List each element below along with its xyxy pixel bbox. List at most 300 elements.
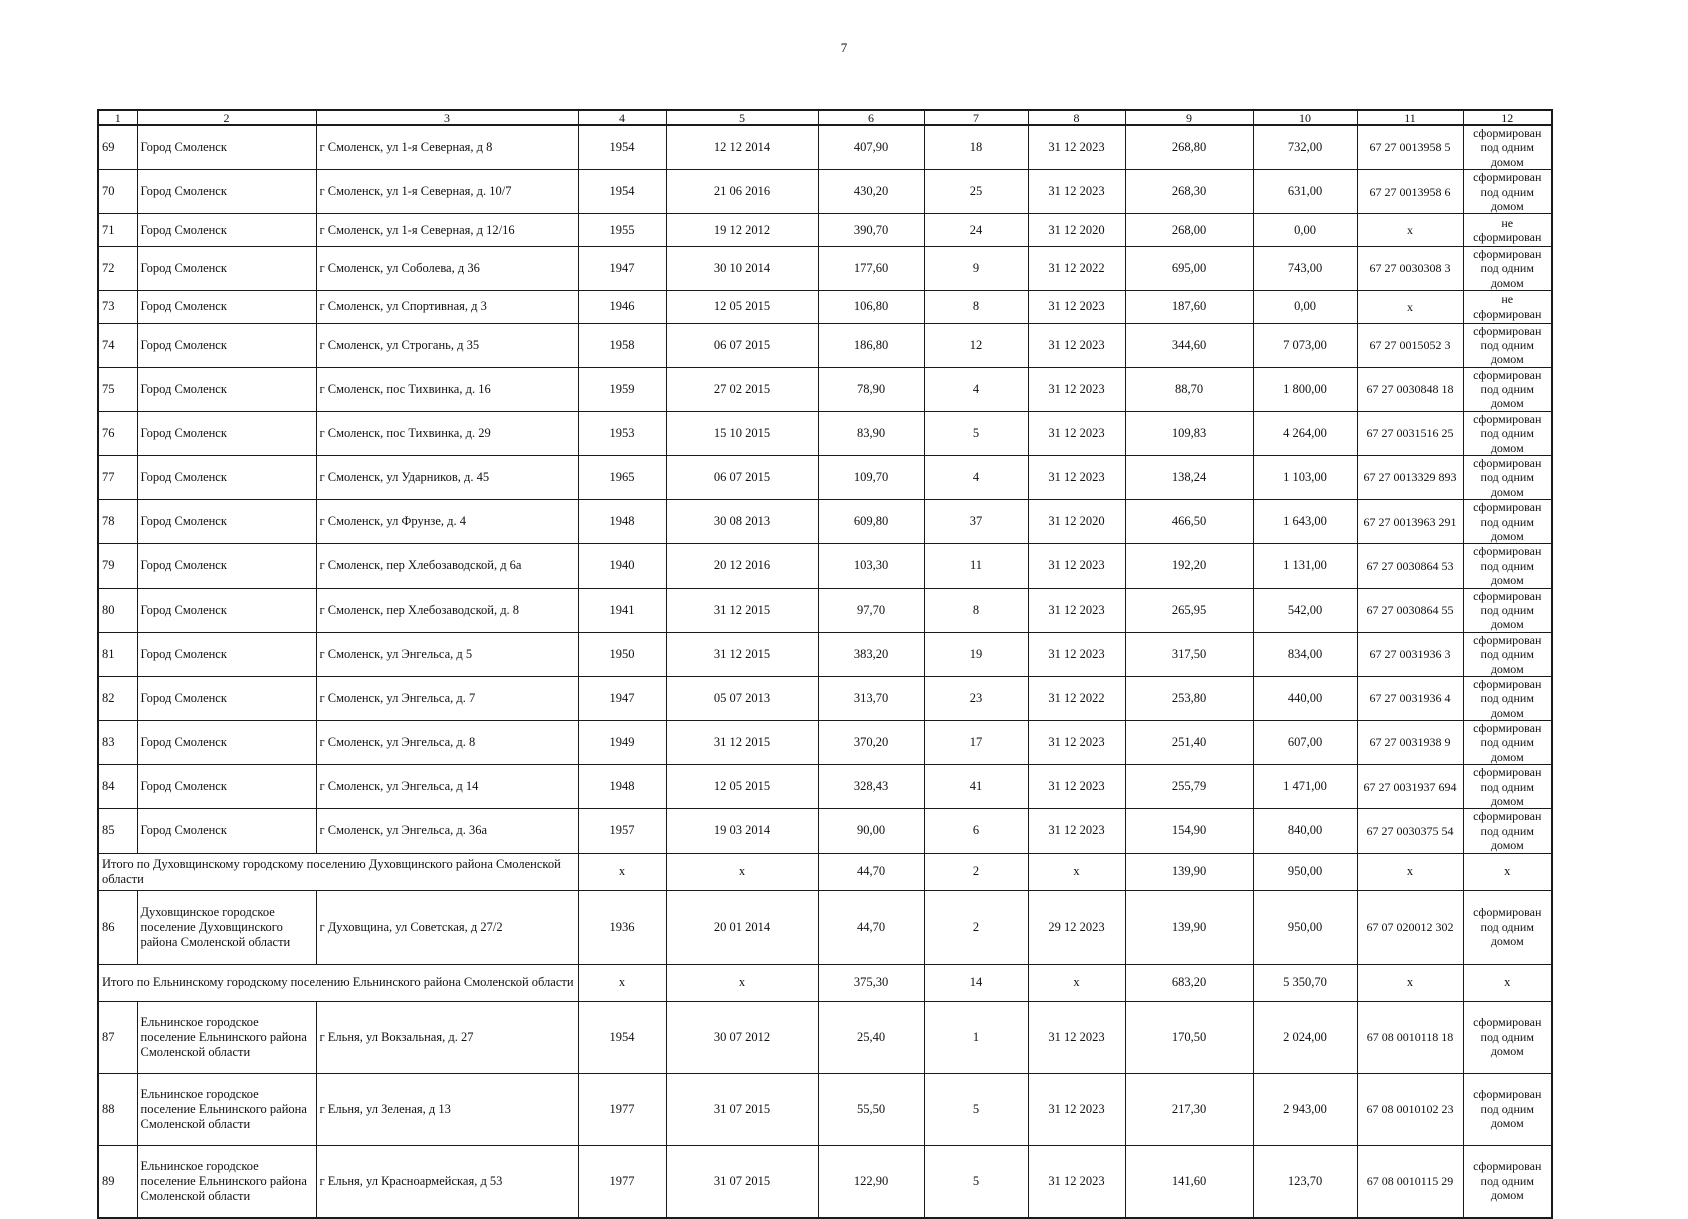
municipality-cell: Ельнинское городское поселение Ельнинского района Смоленской области (137, 1145, 316, 1218)
address-cell: г Смоленск, пер Хлебозаводской, д 6а (316, 544, 578, 588)
residents-cell: 18 (924, 125, 1028, 170)
address-cell: г Смоленск, ул Энгельса, д 14 (316, 765, 578, 809)
summary-v9-cell: 683,20 (1125, 964, 1253, 1001)
value9-cell: 109,83 (1125, 411, 1253, 455)
table-row (98, 632, 1552, 676)
table-row (98, 456, 1552, 500)
summary-row (98, 853, 1552, 890)
value10-cell: 7 073,00 (1253, 323, 1357, 367)
row-number: 85 (98, 809, 137, 853)
value9-cell: 265,95 (1125, 588, 1253, 632)
area-cell: 97,70 (818, 588, 924, 632)
row-number: 87 (98, 1001, 137, 1073)
municipality-cell: Город Смоленск (137, 721, 316, 765)
table-row (98, 809, 1552, 853)
plan-date-cell: 31 12 2023 (1028, 1001, 1125, 1073)
municipality-cell: Город Смоленск (137, 125, 316, 170)
year-cell: 1941 (578, 588, 666, 632)
cadastral-cell: 67 27 0031937 694 (1357, 765, 1463, 809)
municipality-cell: Ельнинское городское поселение Ельнинского района Смоленской области (137, 1001, 316, 1073)
table-row (98, 367, 1552, 411)
residents-cell: 8 (924, 291, 1028, 324)
value10-cell: 1 800,00 (1253, 367, 1357, 411)
cadastral-cell: 67 07 020012 302 (1357, 890, 1463, 964)
residents-cell: 2 (924, 890, 1028, 964)
value10-cell: 2 024,00 (1253, 1001, 1357, 1073)
residents-cell: 5 (924, 1145, 1028, 1218)
header-cell: 7 (924, 110, 1028, 125)
value10-cell: 950,00 (1253, 890, 1357, 964)
header-cell: 2 (137, 110, 316, 125)
status-cell: сформирован под одним домом (1463, 721, 1552, 765)
value10-cell: 1 131,00 (1253, 544, 1357, 588)
table-row (98, 588, 1552, 632)
status-cell: сформирован под одним домом (1463, 500, 1552, 544)
municipality-cell: Город Смоленск (137, 500, 316, 544)
status-cell: сформирован под одним домом (1463, 125, 1552, 170)
residents-cell: 4 (924, 456, 1028, 500)
value9-cell: 466,50 (1125, 500, 1253, 544)
date-cell: 31 12 2015 (666, 632, 818, 676)
row-number: 79 (98, 544, 137, 588)
status-cell: сформирован под одним домом (1463, 411, 1552, 455)
plan-date-cell: 31 12 2022 (1028, 676, 1125, 720)
date-cell: 31 12 2015 (666, 721, 818, 765)
value9-cell: 88,70 (1125, 367, 1253, 411)
value10-cell: 732,00 (1253, 125, 1357, 170)
table-row (98, 170, 1552, 214)
table-row (98, 246, 1552, 290)
address-cell: г Смоленск, ул Соболева, д 36 (316, 246, 578, 290)
plan-date-cell: 29 12 2023 (1028, 890, 1125, 964)
status-cell: сформирован под одним домом (1463, 588, 1552, 632)
summary-plan-cell: х (1028, 964, 1125, 1001)
plan-date-cell: 31 12 2023 (1028, 588, 1125, 632)
residents-cell: 11 (924, 544, 1028, 588)
table-row (98, 890, 1552, 964)
row-number: 77 (98, 456, 137, 500)
status-cell: сформирован под одним домом (1463, 765, 1552, 809)
table-row (98, 214, 1552, 247)
year-cell: 1954 (578, 125, 666, 170)
municipality-cell: Город Смоленск (137, 411, 316, 455)
header-cell: 12 (1463, 110, 1552, 125)
date-cell: 19 03 2014 (666, 809, 818, 853)
value9-cell: 251,40 (1125, 721, 1253, 765)
header-cell: 3 (316, 110, 578, 125)
address-cell: г Смоленск, ул Энгельса, д. 36а (316, 809, 578, 853)
status-cell: сформирован под одним домом (1463, 676, 1552, 720)
date-cell: 06 07 2015 (666, 323, 818, 367)
year-cell: 1950 (578, 632, 666, 676)
header-cell: 11 (1357, 110, 1463, 125)
summary-people-cell: 14 (924, 964, 1028, 1001)
area-cell: 407,90 (818, 125, 924, 170)
date-cell: 30 07 2012 (666, 1001, 818, 1073)
year-cell: 1977 (578, 1073, 666, 1145)
residents-cell: 6 (924, 809, 1028, 853)
residents-cell: 25 (924, 170, 1028, 214)
value10-cell: 0,00 (1253, 291, 1357, 324)
municipality-cell: Город Смоленск (137, 170, 316, 214)
year-cell: 1958 (578, 323, 666, 367)
summary-people-cell: 2 (924, 853, 1028, 890)
value10-cell: 1 643,00 (1253, 500, 1357, 544)
value10-cell: 4 264,00 (1253, 411, 1357, 455)
plan-date-cell: 31 12 2023 (1028, 291, 1125, 324)
residents-cell: 1 (924, 1001, 1028, 1073)
plan-date-cell: 31 12 2023 (1028, 632, 1125, 676)
summary-cad-cell: х (1357, 853, 1463, 890)
table-row (98, 676, 1552, 720)
table-row (98, 323, 1552, 367)
year-cell: 1948 (578, 500, 666, 544)
address-cell: г Смоленск, ул Фрунзе, д. 4 (316, 500, 578, 544)
table-row (98, 500, 1552, 544)
header-cell: 1 (98, 110, 137, 125)
municipality-cell: Город Смоленск (137, 291, 316, 324)
residents-cell: 5 (924, 411, 1028, 455)
area-cell: 83,90 (818, 411, 924, 455)
summary-year-cell: х (578, 964, 666, 1001)
year-cell: 1955 (578, 214, 666, 247)
summary-label: Итого по Духовщинскому городскому поселению Духовщинского района Смоленской области (98, 853, 578, 890)
year-cell: 1949 (578, 721, 666, 765)
value10-cell: 834,00 (1253, 632, 1357, 676)
row-number: 74 (98, 323, 137, 367)
residents-cell: 17 (924, 721, 1028, 765)
year-cell: 1953 (578, 411, 666, 455)
summary-area-cell: 44,70 (818, 853, 924, 890)
cadastral-cell: 67 27 0031516 25 (1357, 411, 1463, 455)
status-cell: сформирован под одним домом (1463, 890, 1552, 964)
address-cell: г Смоленск, ул 1-я Северная, д 12/16 (316, 214, 578, 247)
cadastral-cell: 67 27 0013963 291 (1357, 500, 1463, 544)
area-cell: 328,43 (818, 765, 924, 809)
value9-cell: 139,90 (1125, 890, 1253, 964)
area-cell: 313,70 (818, 676, 924, 720)
cadastral-cell: 67 27 0013958 5 (1357, 125, 1463, 170)
cadastral-cell: 67 08 0010115 29 (1357, 1145, 1463, 1218)
summary-row (98, 964, 1552, 1001)
cadastral-cell: 67 27 0030864 53 (1357, 544, 1463, 588)
year-cell: 1954 (578, 170, 666, 214)
municipality-cell: Город Смоленск (137, 765, 316, 809)
year-cell: 1947 (578, 676, 666, 720)
status-cell: сформирован под одним домом (1463, 246, 1552, 290)
status-cell: сформирован под одним домом (1463, 544, 1552, 588)
plan-date-cell: 31 12 2023 (1028, 765, 1125, 809)
status-cell: сформирован под одним домом (1463, 323, 1552, 367)
municipality-cell: Город Смоленск (137, 214, 316, 247)
date-cell: 19 12 2012 (666, 214, 818, 247)
row-number: 84 (98, 765, 137, 809)
year-cell: 1959 (578, 367, 666, 411)
header-cell: 4 (578, 110, 666, 125)
date-cell: 20 01 2014 (666, 890, 818, 964)
value9-cell: 217,30 (1125, 1073, 1253, 1145)
value9-cell: 317,50 (1125, 632, 1253, 676)
value9-cell: 154,90 (1125, 809, 1253, 853)
table-row (98, 125, 1552, 170)
address-cell: г Смоленск, ул Энгельса, д. 8 (316, 721, 578, 765)
address-cell: г Смоленск, ул Строгань, д 35 (316, 323, 578, 367)
cadastral-cell: 67 08 0010102 23 (1357, 1073, 1463, 1145)
date-cell: 20 12 2016 (666, 544, 818, 588)
residents-cell: 8 (924, 588, 1028, 632)
address-cell: г Смоленск, пер Хлебозаводской, д. 8 (316, 588, 578, 632)
year-cell: 1936 (578, 890, 666, 964)
header-cell: 6 (818, 110, 924, 125)
area-cell: 186,80 (818, 323, 924, 367)
table-row (98, 721, 1552, 765)
value9-cell: 170,50 (1125, 1001, 1253, 1073)
row-number: 76 (98, 411, 137, 455)
cadastral-cell: 67 27 0031938 9 (1357, 721, 1463, 765)
plan-date-cell: 31 12 2020 (1028, 214, 1125, 247)
address-cell: г Духовщина, ул Советская, д 27/2 (316, 890, 578, 964)
plan-date-cell: 31 12 2023 (1028, 721, 1125, 765)
cadastral-cell: 67 27 0030848 18 (1357, 367, 1463, 411)
value10-cell: 1 103,00 (1253, 456, 1357, 500)
date-cell: 12 12 2014 (666, 125, 818, 170)
date-cell: 05 07 2013 (666, 676, 818, 720)
address-cell: г Смоленск, ул Спортивная, д 3 (316, 291, 578, 324)
residents-cell: 19 (924, 632, 1028, 676)
residents-cell: 24 (924, 214, 1028, 247)
area-cell: 25,40 (818, 1001, 924, 1073)
cadastral-cell: 67 27 0031936 3 (1357, 632, 1463, 676)
cadastral-cell: 67 27 0031936 4 (1357, 676, 1463, 720)
summary-v9-cell: 139,90 (1125, 853, 1253, 890)
municipality-cell: Город Смоленск (137, 456, 316, 500)
header-cell: 9 (1125, 110, 1253, 125)
residents-cell: 41 (924, 765, 1028, 809)
cadastral-cell: 67 27 0015052 3 (1357, 323, 1463, 367)
value9-cell: 695,00 (1125, 246, 1253, 290)
status-cell: не сформирован (1463, 214, 1552, 247)
residents-cell: 9 (924, 246, 1028, 290)
area-cell: 55,50 (818, 1073, 924, 1145)
row-number: 82 (98, 676, 137, 720)
plan-date-cell: 31 12 2023 (1028, 544, 1125, 588)
status-cell: сформирован под одним домом (1463, 1073, 1552, 1145)
plan-date-cell: 31 12 2023 (1028, 1073, 1125, 1145)
date-cell: 31 07 2015 (666, 1073, 818, 1145)
table-row (98, 1001, 1552, 1073)
cadastral-cell: 67 27 0030308 3 (1357, 246, 1463, 290)
value10-cell: 607,00 (1253, 721, 1357, 765)
residents-cell: 37 (924, 500, 1028, 544)
year-cell: 1965 (578, 456, 666, 500)
plan-date-cell: 31 12 2022 (1028, 246, 1125, 290)
row-number: 88 (98, 1073, 137, 1145)
value9-cell: 192,20 (1125, 544, 1253, 588)
value9-cell: 344,60 (1125, 323, 1253, 367)
municipality-cell: Город Смоленск (137, 246, 316, 290)
address-cell: г Смоленск, пос Тихвинка, д. 16 (316, 367, 578, 411)
area-cell: 370,20 (818, 721, 924, 765)
row-number: 72 (98, 246, 137, 290)
address-cell: г Смоленск, ул 1-я Северная, д 8 (316, 125, 578, 170)
residents-cell: 4 (924, 367, 1028, 411)
plan-date-cell: 31 12 2023 (1028, 125, 1125, 170)
row-number: 86 (98, 890, 137, 964)
address-cell: г Ельня, ул Зеленая, д 13 (316, 1073, 578, 1145)
plan-date-cell: 31 12 2023 (1028, 809, 1125, 853)
residents-cell: 12 (924, 323, 1028, 367)
plan-date-cell: 31 12 2023 (1028, 323, 1125, 367)
year-cell: 1946 (578, 291, 666, 324)
summary-status-cell: х (1463, 853, 1552, 890)
summary-date-cell: х (666, 853, 818, 890)
date-cell: 30 08 2013 (666, 500, 818, 544)
area-cell: 90,00 (818, 809, 924, 853)
date-cell: 12 05 2015 (666, 765, 818, 809)
header-cell: 5 (666, 110, 818, 125)
header-row (98, 110, 1552, 125)
value10-cell: 0,00 (1253, 214, 1357, 247)
summary-date-cell: х (666, 964, 818, 1001)
value10-cell: 2 943,00 (1253, 1073, 1357, 1145)
area-cell: 390,70 (818, 214, 924, 247)
date-cell: 27 02 2015 (666, 367, 818, 411)
cadastral-cell: 67 27 0013329 893 (1357, 456, 1463, 500)
area-cell: 609,80 (818, 500, 924, 544)
date-cell: 06 07 2015 (666, 456, 818, 500)
table-row (98, 544, 1552, 588)
date-cell: 31 12 2015 (666, 588, 818, 632)
value9-cell: 141,60 (1125, 1145, 1253, 1218)
row-number: 70 (98, 170, 137, 214)
header-cell: 10 (1253, 110, 1357, 125)
address-cell: г Смоленск, пос Тихвинка, д. 29 (316, 411, 578, 455)
value9-cell: 138,24 (1125, 456, 1253, 500)
year-cell: 1957 (578, 809, 666, 853)
value10-cell: 123,70 (1253, 1145, 1357, 1218)
status-cell: сформирован под одним домом (1463, 809, 1552, 853)
table-row (98, 1073, 1552, 1145)
municipality-cell: Город Смоленск (137, 544, 316, 588)
row-number: 78 (98, 500, 137, 544)
area-cell: 78,90 (818, 367, 924, 411)
area-cell: 106,80 (818, 291, 924, 324)
cadastral-cell: х (1357, 214, 1463, 247)
summary-v10-cell: 5 350,70 (1253, 964, 1357, 1001)
cadastral-cell: 67 27 0030375 54 (1357, 809, 1463, 853)
value9-cell: 268,30 (1125, 170, 1253, 214)
residents-cell: 23 (924, 676, 1028, 720)
table-row (98, 765, 1552, 809)
cadastral-cell: 67 27 0030864 55 (1357, 588, 1463, 632)
year-cell: 1940 (578, 544, 666, 588)
status-cell: сформирован под одним домом (1463, 170, 1552, 214)
municipality-cell: Город Смоленск (137, 809, 316, 853)
residents-cell: 5 (924, 1073, 1028, 1145)
area-cell: 430,20 (818, 170, 924, 214)
table-row (98, 1145, 1552, 1218)
plan-date-cell: 31 12 2023 (1028, 1145, 1125, 1218)
cadastral-cell: 67 27 0013958 6 (1357, 170, 1463, 214)
municipality-cell: Город Смоленск (137, 676, 316, 720)
value10-cell: 631,00 (1253, 170, 1357, 214)
municipality-cell: Город Смоленск (137, 588, 316, 632)
value10-cell: 542,00 (1253, 588, 1357, 632)
area-cell: 103,30 (818, 544, 924, 588)
value10-cell: 440,00 (1253, 676, 1357, 720)
cadastral-cell: х (1357, 291, 1463, 324)
value9-cell: 187,60 (1125, 291, 1253, 324)
date-cell: 30 10 2014 (666, 246, 818, 290)
header-cell: 8 (1028, 110, 1125, 125)
row-number: 75 (98, 367, 137, 411)
summary-v10-cell: 950,00 (1253, 853, 1357, 890)
status-cell: сформирован под одним домом (1463, 456, 1552, 500)
status-cell: сформирован под одним домом (1463, 1145, 1552, 1218)
status-cell: сформирован под одним домом (1463, 367, 1552, 411)
year-cell: 1954 (578, 1001, 666, 1073)
value9-cell: 268,00 (1125, 214, 1253, 247)
page-number: 7 (840, 40, 848, 55)
area-cell: 44,70 (818, 890, 924, 964)
plan-date-cell: 31 12 2023 (1028, 170, 1125, 214)
row-number: 73 (98, 291, 137, 324)
table-row (98, 411, 1552, 455)
plan-date-cell: 31 12 2023 (1028, 456, 1125, 500)
municipality-cell: Духовщинское городское поселение Духовщинского района Смоленской области (137, 890, 316, 964)
municipality-cell: Ельнинское городское поселение Ельнинского района Смоленской области (137, 1073, 316, 1145)
address-cell: г Смоленск, ул Ударников, д. 45 (316, 456, 578, 500)
address-cell: г Смоленск, ул Энгельса, д. 7 (316, 676, 578, 720)
value9-cell: 268,80 (1125, 125, 1253, 170)
table-row (98, 291, 1552, 324)
value9-cell: 253,80 (1125, 676, 1253, 720)
summary-label: Итого по Ельнинскому городскому поселению Ельнинского района Смоленской области (98, 964, 578, 1001)
date-cell: 21 06 2016 (666, 170, 818, 214)
plan-date-cell: 31 12 2023 (1028, 367, 1125, 411)
date-cell: 12 05 2015 (666, 291, 818, 324)
summary-cad-cell: х (1357, 964, 1463, 1001)
year-cell: 1948 (578, 765, 666, 809)
area-cell: 177,60 (818, 246, 924, 290)
address-cell: г Смоленск, ул Энгельса, д 5 (316, 632, 578, 676)
year-cell: 1977 (578, 1145, 666, 1218)
area-cell: 122,90 (818, 1145, 924, 1218)
date-cell: 31 07 2015 (666, 1145, 818, 1218)
address-cell: г Ельня, ул Красноармейская, д 53 (316, 1145, 578, 1218)
municipality-cell: Город Смоленск (137, 367, 316, 411)
status-cell: сформирован под одним домом (1463, 1001, 1552, 1073)
cadastral-cell: 67 08 0010118 18 (1357, 1001, 1463, 1073)
value10-cell: 1 471,00 (1253, 765, 1357, 809)
municipality-cell: Город Смоленск (137, 632, 316, 676)
row-number: 80 (98, 588, 137, 632)
row-number: 71 (98, 214, 137, 247)
value10-cell: 840,00 (1253, 809, 1357, 853)
plan-date-cell: 31 12 2023 (1028, 411, 1125, 455)
row-number: 81 (98, 632, 137, 676)
year-cell: 1947 (578, 246, 666, 290)
area-cell: 109,70 (818, 456, 924, 500)
municipality-cell: Город Смоленск (137, 323, 316, 367)
status-cell: не сформирован (1463, 291, 1552, 324)
address-cell: г Ельня, ул Вокзальная, д. 27 (316, 1001, 578, 1073)
row-number: 69 (98, 125, 137, 170)
status-cell: сформирован под одним домом (1463, 632, 1552, 676)
row-number: 89 (98, 1145, 137, 1218)
address-cell: г Смоленск, ул 1-я Северная, д. 10/7 (316, 170, 578, 214)
summary-status-cell: х (1463, 964, 1552, 1001)
